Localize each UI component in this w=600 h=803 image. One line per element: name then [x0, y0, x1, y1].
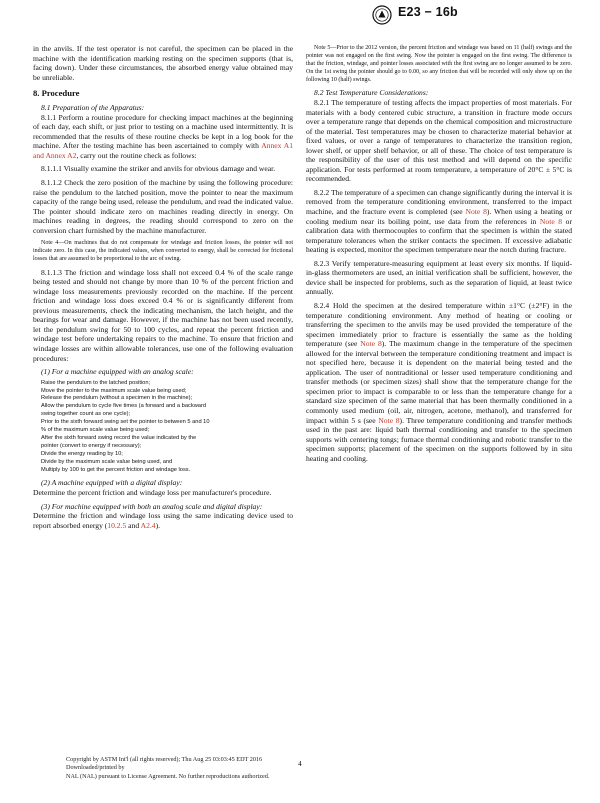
list-item: Allow the pendulum to cycle five times (a forward and a backward: [41, 403, 207, 410]
page-number: 4: [298, 759, 302, 768]
ref-link-10-2-5[interactable]: 10.2.5: [107, 520, 127, 530]
note-5: Note 5—Prior to the 2012 version, the percent friction and windage was based on 11 (half) swings and the pointer was not engaged on the first swing. Now the pointer is engaged on the first swing. The difference is that the friction, windage, and pointer losses associated with the first swing are no longer assumed to be zero. On the 1st swing the pointer should go to 0.00, so any friction that will be recorded will only show up on the following 10 (half) swings.: [306, 45, 572, 84]
item-2-text: Determine the percent friction and windage loss per manufacturer's procedure.: [33, 488, 272, 498]
paragraph-8-1-1-2: 8.1.1.2 Check the zero position of the machine by using the following procedure: raise the pendulum to the latched position, move the pointer to near the maximum capacity of the range being used, release the pendulum, and read the indicated value. The pointer should indicate zero on machines reading directly in energy. On machines reading in degrees, the reading should correspond to zero on the conversion chart furnished by the machine manufacturer.: [33, 178, 293, 235]
footer-copyright: Copyright by ASTM Int'l (all rights reserved); Thu Aug 25 03:03:45 EDT 2016: [66, 756, 263, 763]
astm-logo-icon: [372, 5, 392, 25]
right-column: [306, 44, 572, 463]
list-item: pointer (convert to energy if necessary);: [41, 442, 142, 449]
intro-paragraph: in the anvils. If the test operator is not careful, the specimen can be placed in the machine with the identification marking resting on the specimen supports (that is, facing down). Under these circumstances, the absorbed energy value obtained may be unreliable.: [33, 44, 293, 82]
paragraph-8-2-2: 8.2.2 The temperature of a specimen can change significantly during the interval it is removed from the temperature conditioning environment, transferred to the impact machine, and the fracture event is completed (see Note 8). When using a heating or cooling medium near its boiling point, use data from the references in Note 8 or calibration data with thermocouples to confirm that the specimen is within the stated temperature tolerances when the striker contacts the specimen. If excessive adiabatic heating is expected, monitor the specimen temperature near the notch during fracture.: [306, 187, 572, 255]
list-item: Move the pointer to the maximum scale value being used;: [41, 387, 187, 394]
paragraph-8-2-1: 8.2.1 The temperature of testing affects the impact properties of most materials. For materials with a body centered cubic structure, a transition in fracture mode occurs over a temperature range that depends on the chemical composition and microstructure of the material. Test temperatures may be chosen to characterize material behavior at fixed values, or over a range of temperatures to characterize the transition region, lower shelf, or upper shelf behavior, or all of these. The choice of test temperature is the responsibility of the user of this test method and will depend on the specific application. For tests performed at room temperature, a temperature of 20°C ± 5°C is recommended.: [306, 98, 572, 184]
list-item: Prior to the sixth forward swing set the pointer to between 5 and 10: [41, 419, 210, 426]
paragraph-8-1-1: 8.1.1 Perform a routine procedure for checking impact machines at the beginning of each day, each shift, or just prior to testing on a machine used intermittently. It is recommended that the results of these routine checks be kept in a log book for the machine. After the testing machine has been ascertained to comply with Annex A1 and Annex A2, carry out the routine check as follows:: [33, 112, 293, 160]
list-item: After the sixth forward swing record the value indicated by the: [41, 434, 197, 441]
note-8-link[interactable]: Note 8: [539, 216, 563, 226]
paragraph-8-2-3: 8.2.3 Verify temperature-measuring equipment at least every six months. If liquid-in-glass thermometers are used, an initial verification shall be sufficient, however, the device shall be inspected for problems, such as the separation of liquid, at least twice annually.: [306, 258, 572, 297]
subsection-8-1: 8.1 Preparation of the Apparatus:: [41, 103, 145, 113]
item-1: (1) For a machine equipped with an analog scale:: [41, 367, 194, 377]
paragraph-8-1-1-3: 8.1.1.3 The friction and windage loss shall not exceed 0.4 % of the scale range being tested and should not change by more than 10 % of the percent friction and windage loss measurements previously recorded on the machine. If the percent friction and windage loss does exceed 0.4 % or is significantly different from previous measurements, check the indicating mechanism, the latch height, and the bearings for wear and damage. However, if the machine has not been used recently, let the pendulum swing for 50 to 100 cycles, and repeat the percent friction and windage test before undertaking repairs to the machine. To ensure that friction and windage losses are within allowable tolerances, use one of the following evaluation procedures:: [33, 267, 293, 363]
list-item: Release the pendulum (without a specimen in the machine);: [41, 395, 193, 402]
list-item: Divide by the maximum scale value being used, and: [41, 458, 173, 465]
note-4: Note 4—On machines that do not compensate for windage and friction losses, the pointer will not indicate zero. In this case, the indicated values, when converted to energy, shall be corrected for frictional losses that are assumed to be proportional to the arc of swing.: [33, 240, 293, 263]
list-item: Divide the energy reading by 10;: [41, 450, 123, 457]
subsection-8-2: 8.2 Test Temperature Considerations:: [314, 88, 429, 98]
note-8-link[interactable]: Note 8: [378, 415, 400, 425]
note-8-link[interactable]: Note 8: [360, 339, 382, 349]
annex-link[interactable]: Annex A1 and Annex A2: [33, 141, 293, 160]
list-item: swing together count as one cycle);: [41, 411, 131, 418]
ref-link-a2-4[interactable]: A2.4: [140, 520, 156, 530]
note-8-link[interactable]: Note 8: [465, 207, 487, 217]
item-2: (2) A machine equipped with a digital display:: [41, 478, 183, 488]
item-3-text: Determine the friction and windage loss using the same indicating device used to report absorbed energy (10.2.5 and A2.4).: [33, 511, 293, 530]
list-item: Raise the pendulum to the latched position;: [41, 379, 151, 386]
standard-number: E23 − 16b: [398, 5, 458, 19]
section-heading: 8. Procedure: [33, 88, 80, 99]
paragraph-8-2-4: 8.2.4 Hold the specimen at the desired temperature within ±1°C (±2°F) in the temperature conditioning environment. Any method of heating or cooling or transferring the specimen to the anvils may be used provided the temperature of the specimen immediately prior to fracture is essentially the same as the holding temperature (see Note 8). The maximum change in the temperature of the specimen allowed for the interval between the temperature conditioning treatment and impact is not specified here, because it is dependent on the material being tested and the application. The user of nontraditional or lesser used temperature conditioning and transfer methods (or specimen sizes) shall show that the temperature change for the specimen prior to impact is comparable to or less than the temperature change for a standard size specimen of the same material that has been thermally conditioned in a commonly used medium (oil, air, nitrogen, acetone, methanol), and transferred for impact within 5 s (see Note 8). Three temperature conditioning and transfer methods used in the past are: liquid bath thermal conditioning and transfer to the specimen supports with centering tongs; furnace thermal conditioning and robotic transfer to the specimen supports; placement of the specimen on the supports followed by in situ heating and cooling.: [306, 300, 573, 463]
list-item: % of the maximum scale value being used;: [41, 427, 150, 434]
footer: [66, 756, 269, 781]
list-item: Multiply by 100 to get the percent friction and windage loss.: [41, 466, 191, 473]
footer-license: NAL (NAL) pursuant to License Agreement. No further reproductions authorized.: [66, 772, 270, 780]
footer-downloaded: Downloaded/printed by: [66, 764, 125, 772]
paragraph-8-1-1-1: 8.1.1.1 Visually examine the striker and anvils for obvious damage and wear.: [41, 164, 276, 174]
left-column: [33, 44, 293, 530]
item-3: (3) For machine equipped with both an analog scale and digital display:: [41, 501, 263, 511]
procedure-list: [41, 380, 293, 475]
